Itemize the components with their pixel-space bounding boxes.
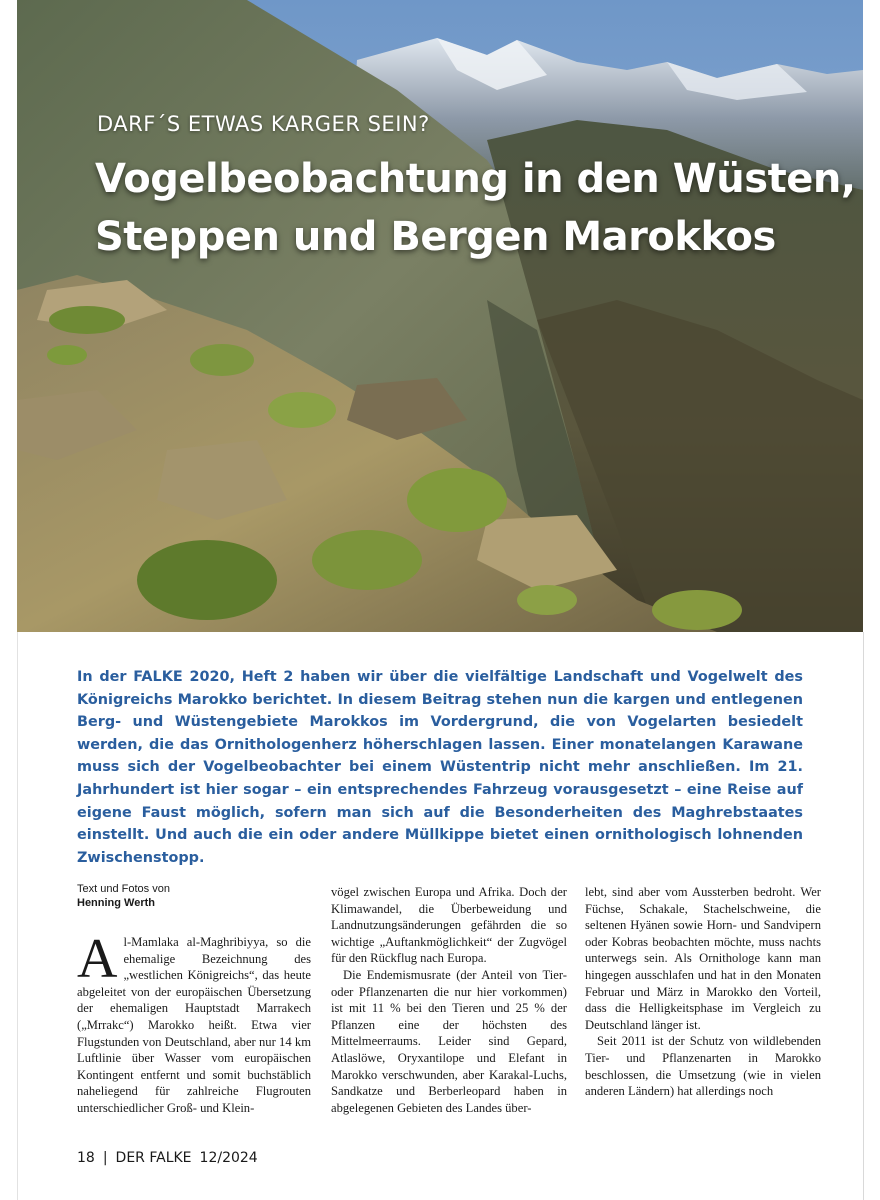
- drop-cap: A: [77, 928, 118, 990]
- page-edge-right: [863, 632, 864, 1200]
- page-footer: [77, 1150, 258, 1166]
- body-text: l-Mamlaka al-Maghribiyya, so die ehemalige Bezeichnung des „westlichen Königreichs“, das heute abgeleitet von der europäischen Übersetzung der ehemaligen Hauptstadt Marrakech („Mrrakc“) Marokko heißt. Etwa vier Flugstunden von Deutschland, aber nur 14 km Luftlinie über Wasser vom europäischen Kontingent entfernt und somit buchstäblich naheliegend für zahlreiche Flugrouten unterschiedlicher Groß- und Klein-: [77, 935, 311, 1115]
- byline-credit: Text und Fotos von: [77, 883, 170, 895]
- hero-photo: [17, 0, 863, 632]
- article-lead: In der FALKE 2020, Heft 2 haben wir über die vielfältige Landschaft und Vogelwelt des Königreichs Marokko berichtet. In diesem Beitrag stehen nun die kargen und entlegenen Berg- und Wüstengebiete Marokkos im Vordergrund, die von Vogelarten besiedelt werden, die das Ornithologenherz höherschlagen lassen. Einer monatelangen Karawane muss sich der Vogelbeobachter bei einem Wüstentrip nicht mehr anschließen. Im 21. Jahrhundert ist hier sogar – ein entsprechendes Fahrzeug vorausgesetzt – eine Reise auf eigene Faust möglich, sofern man sich auf die Besonderheiten des Maghrebstaates einstellt. Und auch die ein oder andere Müllkippe bietet einen ornithologisch lohnenden Zwischenstopp.: [77, 669, 803, 866]
- body-column-3: [585, 884, 821, 1100]
- body-paragraph: Die Endemismusrate (der Anteil von Tier- oder Pflanzenarten die nur hier vorkommen) ist mit 11 % bei den Tieren und 25 % der Pflanzen eine der höchsten des Mittelmeerraums. Leider sind Gepard, Atlaslöwe, Oryxantilope und Elefant in Marokko verschwunden, aber Karakal-Luchs, Sandkatze und Berberleopard haben in abgelegenen Gebieten des Landes über-: [331, 967, 567, 1115]
- title-line-1: Vogelbeobachtung in den Wüsten,: [95, 156, 856, 202]
- body-paragraph: vögel zwischen Europa und Afrika. Doch der Klimawandel, die Überbeweidung und Landnutzungsänderungen gefährden die so wichtige „Auftankmöglichkeit“ der Zugvögel für den Rückflug nach Europa.: [331, 885, 567, 966]
- page-edge-left: [17, 632, 18, 1200]
- page-number: 18: [77, 1150, 95, 1166]
- issue-number: 12/2024: [199, 1150, 258, 1166]
- footer-separator: |: [102, 1150, 108, 1166]
- magazine-name: DER FALKE: [115, 1150, 192, 1166]
- byline-author: Henning Werth: [77, 897, 156, 909]
- article-kicker: DARF´S ETWAS KARGER SEIN?: [97, 112, 430, 136]
- title-line-2: Steppen und Bergen Marokkos: [95, 214, 776, 260]
- byline: [77, 882, 317, 910]
- body-column-2: [331, 884, 567, 1116]
- body-paragraph: lebt, sind aber vom Aussterben bedroht. Wer Füchse, Schakale, Stachelschweine, die seltenen Hyänen sowie Horn- und Sandvipern oder Kobras beobachten möchte, muss nachts unterwegs sein. Als Ornithologe kann man hingegen ausschlafen und hat in den Monaten Februar und März in Marokko den Vorteil, dass die Helligkeitsphase im Vergleich zu Deutschland länger ist.: [585, 885, 821, 1032]
- article-title: [95, 150, 863, 266]
- mountain-landscape-illustration: [17, 0, 863, 632]
- body-paragraph: [77, 928, 311, 1117]
- body-column-1: [77, 928, 311, 1117]
- body-paragraph: Seit 2011 ist der Schutz von wildlebenden Tier- und Pflanzenarten in Marokko beschlossen, die Umsetzung (wie in vielen anderen Ländern) hat allerdings noch: [585, 1034, 821, 1099]
